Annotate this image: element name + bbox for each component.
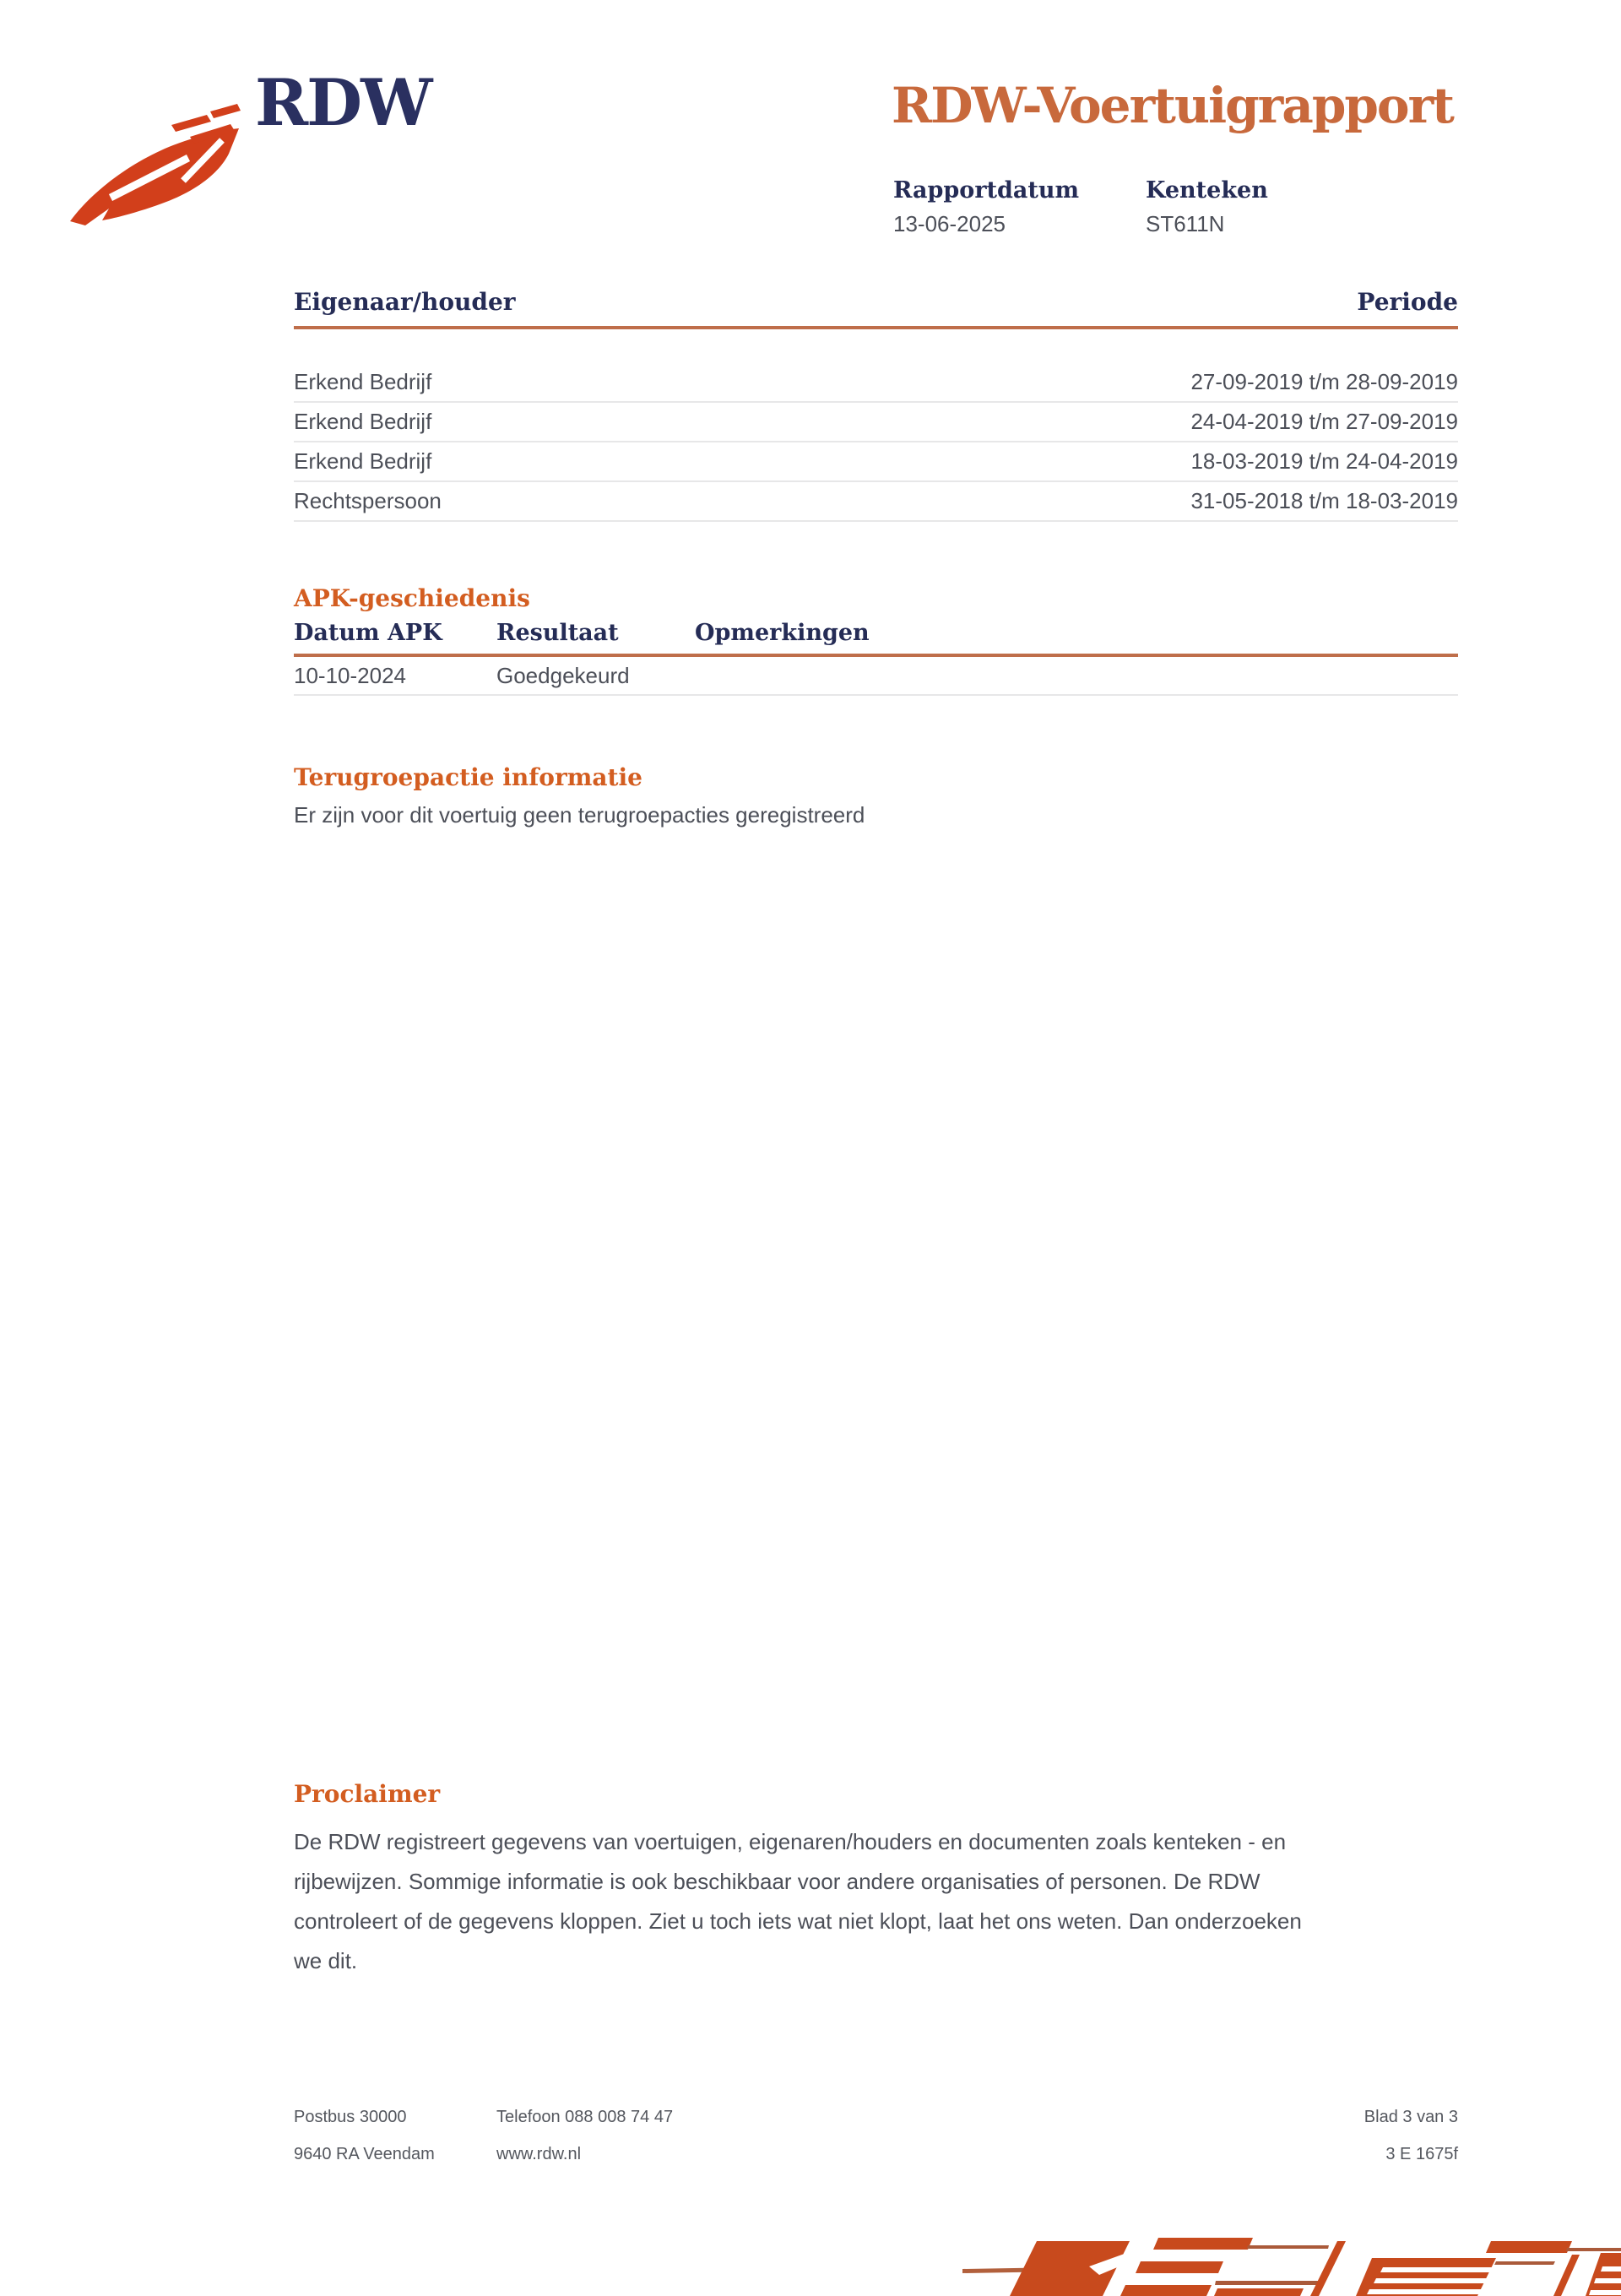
report-date-value: 13-06-2025 bbox=[893, 211, 1006, 236]
license-plate-value: ST611N bbox=[1146, 211, 1225, 236]
owner-table bbox=[294, 363, 1458, 522]
apk-col-remarks: Opmerkingen bbox=[695, 620, 870, 646]
footer-doc-code: 3 E 1675f bbox=[1385, 2145, 1458, 2163]
footer-phone: Telefoon 088 008 74 47 bbox=[496, 2108, 674, 2126]
license-plate-label: Kenteken bbox=[1146, 177, 1268, 204]
report-date-label: Rapportdatum bbox=[893, 177, 1080, 204]
owner-period: 24-04-2019 t/m 27-09-2019 bbox=[1190, 409, 1458, 434]
owner-table-row bbox=[294, 363, 1458, 403]
owner-period: 18-03-2019 t/m 24-04-2019 bbox=[1190, 448, 1458, 474]
owner-name: Rechtspersoon bbox=[294, 488, 442, 513]
owner-period: 27-09-2019 t/m 28-09-2019 bbox=[1190, 369, 1458, 394]
apk-col-result: Resultaat bbox=[496, 620, 619, 646]
apk-date: 10-10-2024 bbox=[294, 662, 406, 688]
page-footer bbox=[294, 2104, 1458, 2168]
footer-page-indicator: Blad 3 van 3 bbox=[1363, 2108, 1458, 2126]
period-column-heading: Periode bbox=[1357, 288, 1458, 316]
owner-name: Erkend Bedrijf bbox=[294, 448, 432, 474]
owner-name: Erkend Bedrijf bbox=[294, 369, 432, 394]
apk-table-header bbox=[294, 620, 1458, 657]
proclaimer-text bbox=[294, 1822, 1510, 1981]
proclaimer-line: rijbewijzen. Sommige informatie is ook beschikbaar voor andere organisaties of personen. De RDW bbox=[294, 1869, 1260, 1894]
proclaimer-line: we dit. bbox=[294, 1948, 358, 1973]
recall-heading: Terugroepactie informatie bbox=[294, 763, 642, 791]
speed-stripes-graphic bbox=[962, 2219, 1621, 2296]
owner-heading: Eigenaar/houder bbox=[294, 288, 516, 316]
owner-section-header bbox=[294, 288, 1458, 329]
footer-city: 9640 RA Veendam bbox=[294, 2145, 435, 2163]
owner-table-row bbox=[294, 403, 1458, 442]
rdw-feather-logo-icon bbox=[63, 93, 258, 228]
owner-period: 31-05-2018 t/m 18-03-2019 bbox=[1190, 488, 1458, 513]
apk-history-heading: APK-geschiedenis bbox=[294, 584, 530, 612]
owner-table-row bbox=[294, 482, 1458, 522]
recall-text: Er zijn voor dit voertuig geen terugroepacties geregistreerd bbox=[294, 802, 865, 828]
proclaimer-line: controleert of de gegevens kloppen. Ziet u toch iets wat niet klopt, laat het ons weten. Dan onderzoeken bbox=[294, 1908, 1302, 1934]
apk-table-row bbox=[294, 657, 1458, 696]
footer-postbus: Postbus 30000 bbox=[294, 2108, 407, 2126]
proclaimer-line: De RDW registreert gegevens van voertuigen, eigenaren/houders en documenten zoals kenteken - en bbox=[294, 1829, 1287, 1854]
owner-section bbox=[294, 288, 1458, 522]
apk-history-table bbox=[294, 620, 1458, 696]
owner-name: Erkend Bedrijf bbox=[294, 409, 432, 434]
footer-website: www.rdw.nl bbox=[496, 2145, 582, 2163]
proclaimer-heading: Proclaimer bbox=[294, 1780, 441, 1808]
rdw-wordmark: RDW bbox=[255, 65, 431, 140]
apk-result: Goedgekeurd bbox=[496, 662, 630, 688]
owner-table-row bbox=[294, 442, 1458, 482]
apk-col-date: Datum APK bbox=[294, 620, 442, 646]
page-title: RDW-Voertuigrapport bbox=[892, 77, 1453, 134]
